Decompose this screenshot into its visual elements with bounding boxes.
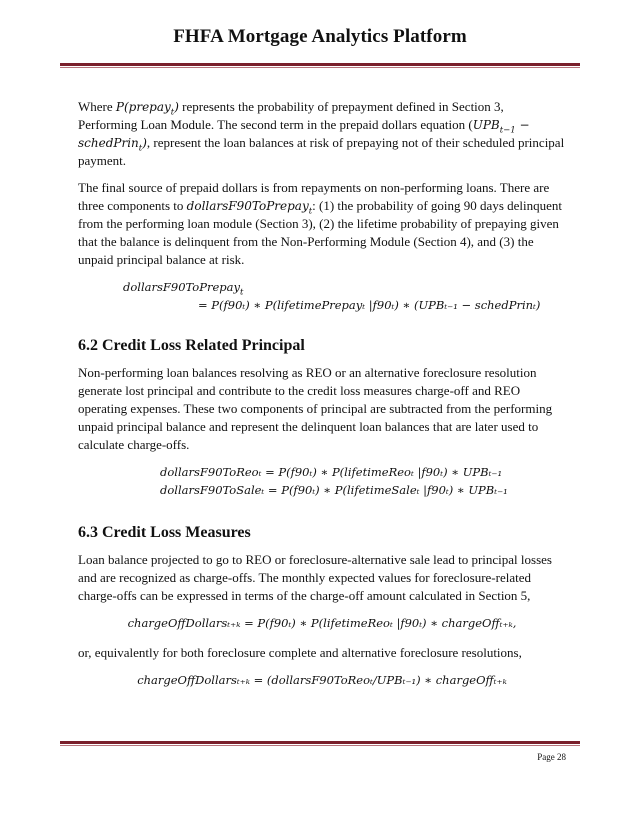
equation-chargeoff-dollars: chargeOffDollarsₜ₊ₖ = P(f90ₜ) ∗ P(lifetimeReoₜ |f90ₜ) ∗ chargeOffₜ₊ₖ,: [127, 616, 517, 630]
math-upb-schedprin: $UPB_{t-1}$ − schedPrin$_t$): [78, 118, 530, 154]
paragraph-equivalently: or, equivalently for both foreclosure complete and alternative foreclosure resolutions,: [78, 645, 522, 660]
equation-rhs: = P(f90ₜ) ∗ P(lifetimePrepayₜ |f90ₜ) ∗ (UPBₜ₋₁ − schedPrinₜ): [198, 298, 541, 312]
page-header-title: FHFA Mortgage Analytics Platform: [173, 26, 467, 47]
text: Where: [78, 99, 116, 114]
text: : (1) the probability of going 90 days delinquent from the performing loan module (Section 3), (2) the lifetime probability of prepaying given that the balance is delinquent from the Non-Performing Module (Section 4), and (3) the unpaid principal balance at risk.: [78, 198, 562, 267]
document-body: [78, 98, 566, 689]
text: represents the probability of prepayment defined in Section 3, Performing Loan Module. The second term in the prepaid dollars equation (: [78, 99, 504, 132]
math-dollars-f90-prepay: dollarsF90ToPrepay$_t$: [186, 199, 313, 217]
paragraph-credit-loss-principal: Non-performing loan balances resolving as REO or an alternative foreclosure resolution generate lost principal and contribute to the credit loss measures charge-off and REO operating expenses. These two components of principal are subtracted from the performing unpaid principal balance and represent the delinquent loan balances that are later used to calculate charge-offs.: [78, 365, 553, 452]
equation-f90-sale: dollarsF90ToSaleₜ = P(f90ₜ) ∗ P(lifetimeSaleₜ |f90ₜ) ∗ UPBₜ₋₁: [160, 483, 508, 497]
text: , represent the loan balances at risk of prepaying not of their scheduled principal payment.: [78, 135, 565, 168]
footer-rule: [60, 741, 580, 744]
header-rule-thin: [60, 67, 580, 68]
equation-f90-reo: dollarsF90ToReoₜ = P(f90ₜ) ∗ P(lifetimeReoₜ |f90ₜ) ∗ UPBₜ₋₁: [160, 465, 503, 479]
equation-chargeoff-dollars-alt: chargeOffDollarsₜ₊ₖ = (dollarsF90ToReoₜ/UPBₜ₋₁) ∗ chargeOffₜ₊ₖ: [137, 673, 507, 687]
text: The final source of prepaid dollars is from repayments on non-performing loans. There are three components to: [78, 180, 550, 213]
equation-lhs: dollarsF90ToPrepay$_t$: [123, 280, 244, 298]
paragraph-nonperforming-prepay: [78, 179, 566, 269]
math-prepay: P(prepay$_t$): [115, 100, 179, 118]
header-rule: [60, 63, 580, 66]
section-heading-6-3: 6.3 Credit Loss Measures: [78, 524, 251, 541]
equation-f90-prepay: [78, 278, 566, 314]
footer-rule-thin: [60, 745, 580, 746]
page-number: Page 28: [537, 752, 566, 762]
paragraph-prepay-definition: [78, 98, 566, 170]
paragraph-credit-loss-measures: Loan balance projected to go to REO or foreclosure-alternative sale lead to principal losses and are recognized as charge-offs. The monthly expected values for foreclosure-related charge-offs can be expressed in terms of the charge-off amount calculated in Section 5,: [78, 552, 552, 603]
section-heading-6-2: 6.2 Credit Loss Related Principal: [78, 337, 305, 354]
equation-block-reo-sale: [78, 463, 566, 499]
